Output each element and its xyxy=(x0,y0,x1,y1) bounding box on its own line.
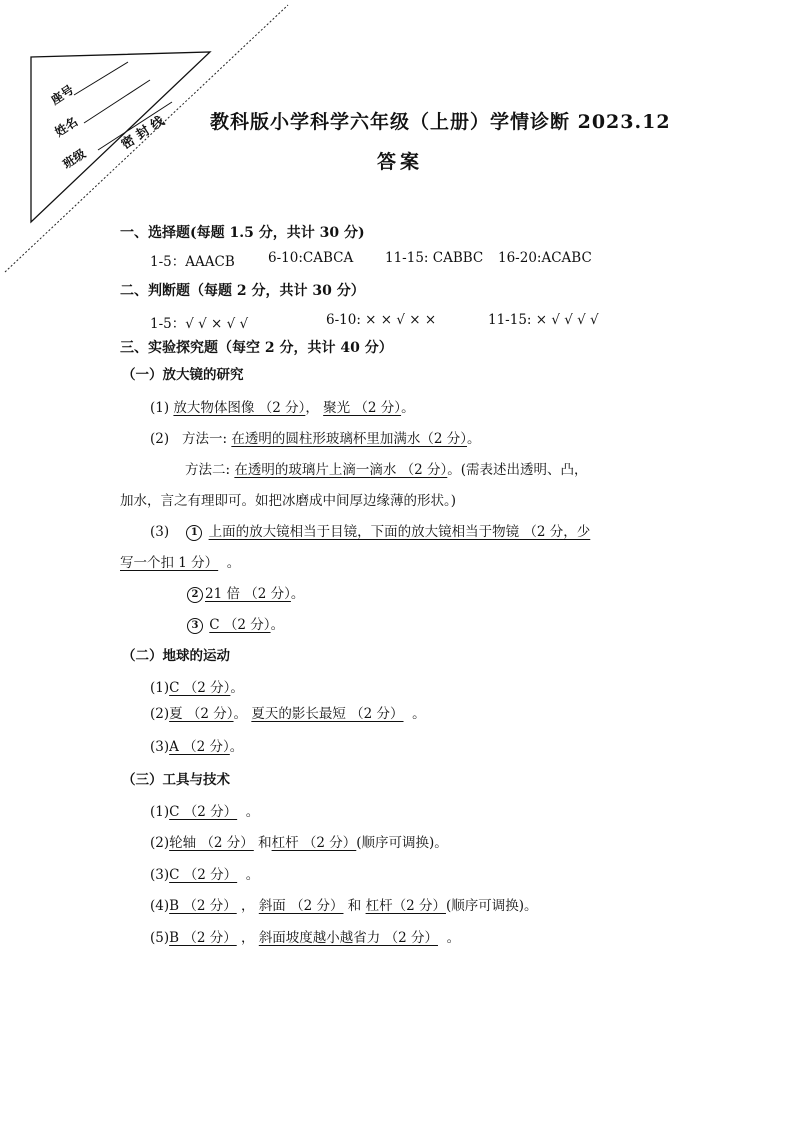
circle-num: 1 xyxy=(186,525,202,541)
answer: B （2 分） xyxy=(169,930,237,946)
part3-heading: （三）工具与技术 xyxy=(122,772,230,788)
punct: 。 xyxy=(446,930,461,946)
conjunction: 和 xyxy=(347,898,362,914)
p3-q4 xyxy=(150,894,538,914)
seat-label: 座号 xyxy=(48,82,77,108)
section2-heading: 二、判断题（每题 2 分，共计 30 分） xyxy=(120,283,365,299)
answer: C （2 分） xyxy=(209,617,271,633)
note: (顺序可调换)。 xyxy=(356,835,448,851)
part1-heading: （一）放大镜的研究 xyxy=(122,367,244,383)
page-subtitle: 答案 xyxy=(377,151,424,173)
tf-answers-1-5: 1-5：√ √ × √ √ xyxy=(150,316,249,332)
q-num: (2) xyxy=(150,431,170,447)
p1-q3-1 xyxy=(150,520,590,541)
answer: 放大物体图像 （2 分） xyxy=(173,400,306,416)
mc-answers-6-10: 6-10:CABCA xyxy=(268,250,354,266)
punct: ， xyxy=(241,898,255,914)
punct: 。 xyxy=(270,617,285,633)
section1-heading: 一、选择题(每题 1.5 分，共计 30 分) xyxy=(120,225,365,241)
answer: 在透明的玻璃片上滴一滴水 （2 分） xyxy=(234,462,448,478)
p1-q2-method1 xyxy=(150,427,481,447)
answer: 夏 （2 分） xyxy=(169,706,234,722)
punct: 。 xyxy=(229,739,244,755)
note: 。(需表述出透明、凸， xyxy=(447,462,588,478)
punct: 。 xyxy=(467,431,481,447)
q-num: (1) xyxy=(150,804,170,820)
page-title: 教科版小学科学六年级（上册）学情诊断 2023.12 xyxy=(210,111,671,133)
punct: 。 xyxy=(230,680,244,696)
method-label: 方法一: xyxy=(182,431,228,447)
p1-q3-3 xyxy=(187,613,284,634)
mc-answers-16-20: 16-20:ACABC xyxy=(498,250,592,266)
mc-answers-1-5: 1-5：AAACB xyxy=(150,254,235,270)
punct: 。 xyxy=(401,400,415,416)
q-num: (3) xyxy=(150,524,170,540)
tf-answers-6-10: 6-10: × × √ × × xyxy=(326,312,437,328)
punct: 。 xyxy=(290,586,305,602)
conjunction: 和 xyxy=(258,835,272,851)
answer: 夏天的影长最短 （2 分） xyxy=(251,706,404,722)
p1-q3-1-cont xyxy=(120,551,240,571)
answer: C （2 分） xyxy=(169,804,238,820)
note: (顺序可调换)。 xyxy=(445,898,538,914)
answer: 杠杆（2 分） xyxy=(365,898,446,914)
p1-q3-2 xyxy=(187,582,304,603)
q-num: (1) xyxy=(150,400,170,416)
p3-q2 xyxy=(150,831,448,851)
answer: 21 倍 （2 分） xyxy=(205,586,291,602)
answer: 上面的放大镜相当于目镜，下面的放大镜相当于物镜 （2 分，少 xyxy=(208,524,591,540)
answer: 斜面坡度越小越省力 （2 分） xyxy=(258,930,438,946)
class-label: 班级 xyxy=(60,146,89,172)
method-label: 方法二: xyxy=(185,462,231,478)
q-num: (2) xyxy=(150,835,170,851)
part2-heading: （二）地球的运动 xyxy=(122,648,230,664)
mc-answers-11-15: 11-15: CABBC xyxy=(385,250,484,266)
p1-q2-note: 加水，言之有理即可。如把冰磨成中间厚边缘薄的形状。) xyxy=(120,493,457,509)
answer: 在透明的圆柱形玻璃杯里加满水（2 分） xyxy=(231,431,467,447)
q-num: (4) xyxy=(150,898,170,914)
seat-line xyxy=(74,62,128,95)
tf-answers-11-15: 11-15: × √ √ √ √ xyxy=(488,312,599,328)
q-num: (5) xyxy=(150,930,170,946)
q-num: (3) xyxy=(150,739,170,755)
q-num: (2) xyxy=(150,706,170,722)
punct: 。 xyxy=(233,706,248,722)
punct: 。 xyxy=(226,555,241,571)
punct: ， xyxy=(305,400,319,416)
punct: ， xyxy=(241,930,255,946)
punct: 。 xyxy=(245,804,260,820)
q-num: (3) xyxy=(150,867,170,883)
name-label: 姓名 xyxy=(52,114,81,140)
circle-num: 2 xyxy=(187,587,203,603)
punct: 。 xyxy=(412,706,426,722)
circle-num: 3 xyxy=(187,618,203,634)
p3-q1 xyxy=(150,800,259,820)
p3-q5 xyxy=(150,926,460,946)
answer: 轮轴 （2 分） xyxy=(169,835,254,851)
p2-q1 xyxy=(150,676,244,696)
section3-heading: 三、实验探究题（每空 2 分，共计 40 分） xyxy=(120,340,393,356)
punct: 。 xyxy=(245,867,260,883)
p1-q1 xyxy=(150,396,415,416)
answer: 聚光 （2 分） xyxy=(323,400,402,416)
answer: C （2 分） xyxy=(169,680,231,696)
answer: C （2 分） xyxy=(169,867,238,883)
p2-q3 xyxy=(150,735,243,755)
seal-line-label: 密 封 线 xyxy=(118,113,168,153)
q-num: (1) xyxy=(150,680,170,696)
answer: 写一个扣 1 分） xyxy=(120,555,219,571)
answer: 杠杆 （2 分） xyxy=(271,835,357,851)
answer: 斜面 （2 分） xyxy=(258,898,344,914)
p3-q3 xyxy=(150,863,259,883)
p1-q2-method2 xyxy=(185,458,588,478)
answer: B （2 分） xyxy=(169,898,237,914)
name-line xyxy=(84,80,150,123)
answer: A （2 分） xyxy=(169,739,230,755)
p2-q2 xyxy=(150,702,426,722)
